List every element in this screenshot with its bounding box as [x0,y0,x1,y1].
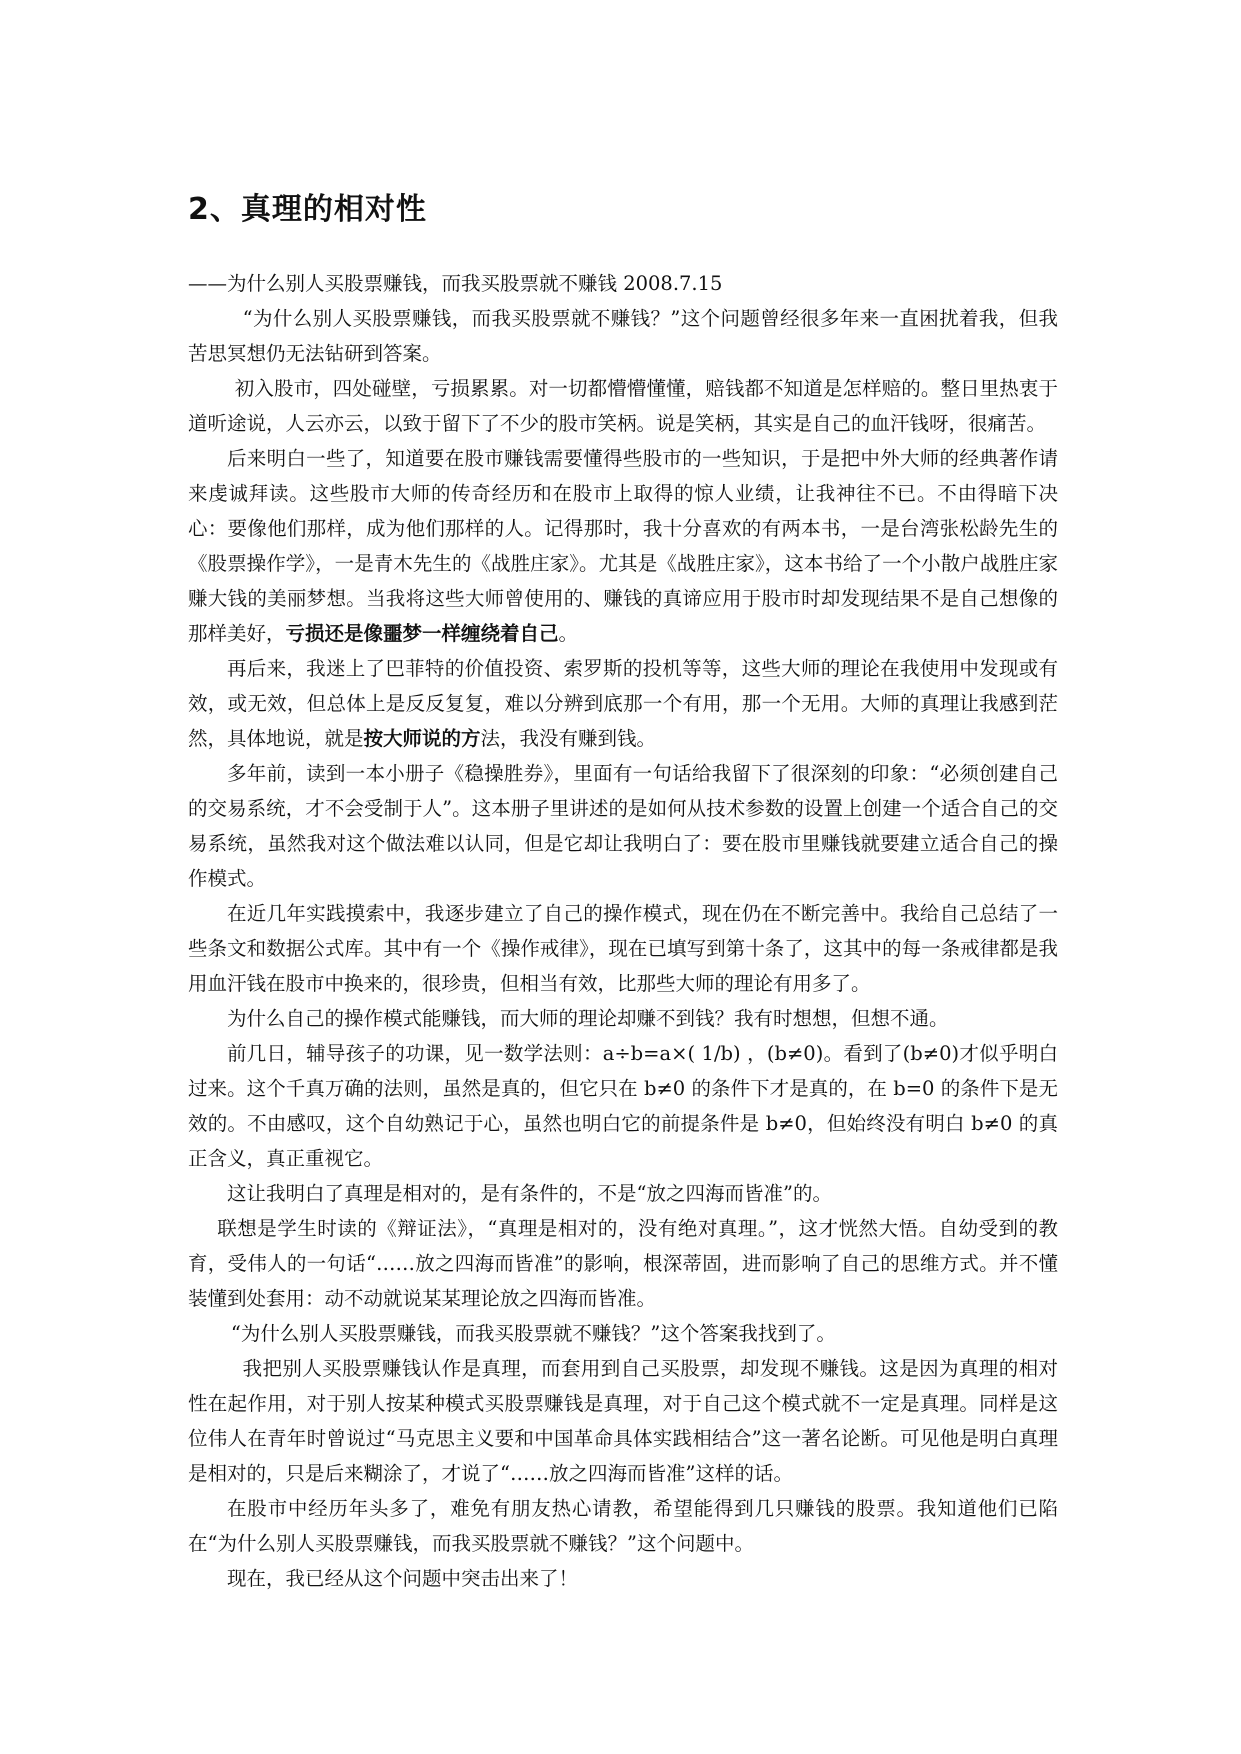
paragraph-12: 我把别人买股票赚钱认作是真理，而套用到自己买股票，却发现不赚钱。这是因为真理的相对性在起作用，对于别人按某种模式买股票赚钱是真理，对于自己这个模式就不一定是真理。同样是这位伟人在青年时曾说过“马克思主义要和中国革命具体实践相结合”这一著名论断。可见他是明白真理是相对的，只是后来糊涂了，才说了“……放之四海而皆准”这样的话。 [188,1357,1058,1485]
paragraph-11: “为什么别人买股票赚钱，而我买股票就不赚钱？”这个答案我找到了。 [230,1322,836,1345]
paragraph-4-end: 法，我没有赚到钱。 [480,727,657,750]
paragraph-2: 初入股市，四处碰壁，亏损累累。对一切都懵懵懂懂，赔钱都不知道是怎样赔的。整日里热衷于道听途说，人云亦云，以致于留下了不少的股市笑柄。说是笑柄，其实是自己的血汗钱呀，很痛苦。 [188,377,1058,435]
paragraph-13: 在股市中经历年头多了，难免有朋友热心请教，希望能得到几只赚钱的股票。我知道他们已陷在“为什么别人买股票赚钱，而我买股票就不赚钱？”这个问题中。 [188,1497,1058,1555]
paragraph-3 [188,441,1058,651]
article-subtitle: ——为什么别人买股票赚钱，而我买股票就不赚钱 2008.7.15 [188,272,723,295]
article-body [188,266,1058,1596]
paragraph-3-end: 。 [558,622,579,645]
paragraph-5: 多年前，读到一本小册子《稳操胜券》，里面有一句话给我留下了很深刻的印象：“必须创建自己的交易系统，才不会受制于人”。这本册子里讲述的是如何从技术参数的设置上创建一个适合自己的交易系统，虽然我对这个做法难以认同，但是它却让我明白了：要在股市里赚钱就要建立适合自己的操作模式。 [188,762,1058,890]
paragraph-4-text: 再后来，我迷上了巴菲特的价值投资、索罗斯的投机等等，这些大师的理论在我使用中发现或有效，或无效，但总体上是反反复复，难以分辨到底那一个有用，那一个无用。大师的真理让我感到茫然，具体地说，就是 [188,657,1058,750]
paragraph-8: 前几日，辅导孩子的功课，见一数学法则：a÷b=a×( 1/b) ，(b≠0)。看到了(b≠0)才似乎明白过来。这个千真万确的法则，虽然是真的，但它只在 b≠0 的条件下才是真的，在 b=0 的条件下是无效的。不由感叹，这个自幼熟记于心，虽然也明白它的前提条件是 b≠0，但始终没有明白 b≠0 的真正含义，真正重视它。 [188,1042,1058,1170]
paragraph-4-emphasis: 按大师说的方 [363,727,481,750]
page-title: 2、真理的相对性 [188,192,427,227]
paragraph-10: 联想是学生时读的《辩证法》，“真理是相对的，没有绝对真理。”，这才恍然大悟。自幼受到的教育，受伟人的一句话“……放之四海而皆准”的影响，根深蒂固，进而影响了自己的思维方式。并不懂装懂到处套用：动不动就说某某理论放之四海而皆准。 [188,1217,1058,1310]
document-page [188,190,1058,1596]
paragraph-4 [188,651,1058,756]
paragraph-3-emphasis: 亏损还是像噩梦一样缠绕着自己 [285,622,559,645]
paragraph-3-text: 后来明白一些了，知道要在股市赚钱需要懂得些股市的一些知识，于是把中外大师的经典著作请来虔诚拜读。这些股市大师的传奇经历和在股市上取得的惊人业绩，让我神往不已。不由得暗下决心：要像他们那样，成为他们那样的人。记得那时，我十分喜欢的有两本书，一是台湾张松龄先生的《股票操作学》，一是青木先生的《战胜庄家》。尤其是《战胜庄家》，这本书给了一个小散户战胜庄家赚大钱的美丽梦想。当我将这些大师曾使用的、赚钱的真谛应用于股市时却发现结果不是自己想像的那样美好， [188,447,1058,645]
paragraph-6: 在近几年实践摸索中，我逐步建立了自己的操作模式，现在仍在不断完善中。我给自己总结了一些条文和数据公式库。其中有一个《操作戒律》，现在已填写到第十条了，这其中的每一条戒律都是我用血汗钱在股市中换来的，很珍贵，但相当有效，比那些大师的理论有用多了。 [188,902,1058,995]
paragraph-9: 这让我明白了真理是相对的，是有条件的，不是“放之四海而皆准”的。 [227,1182,832,1205]
paragraph-7: 为什么自己的操作模式能赚钱，而大师的理论却赚不到钱？我有时想想，但想不通。 [227,1007,949,1030]
paragraph-14: 现在，我已经从这个问题中突击出来了！ [227,1567,579,1590]
paragraph-1: “为什么别人买股票赚钱，而我买股票就不赚钱？”这个问题曾经很多年来一直困扰着我，但我苦思冥想仍无法钻研到答案。 [188,307,1058,365]
